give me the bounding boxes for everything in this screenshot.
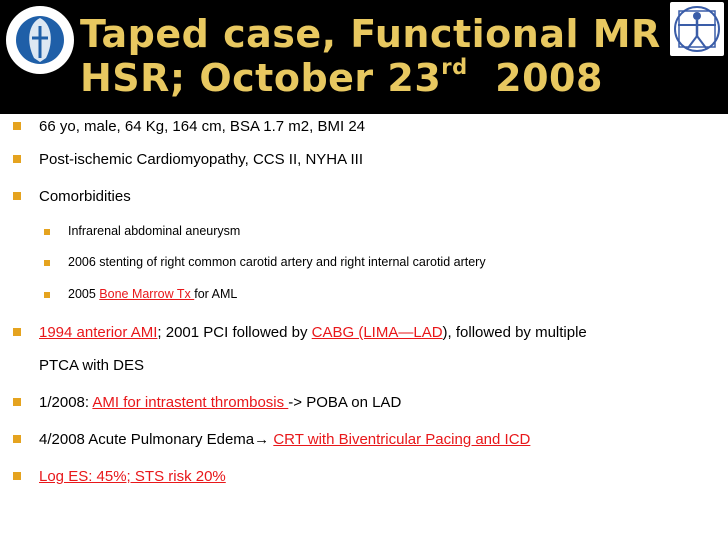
title-line-2-prefix: HSR; October 23 (80, 56, 442, 100)
bullet-cardiomyopathy: Post-ischemic Cardiomyopathy, CCS II, NYHA III (39, 151, 363, 168)
bullet-patient-data: 66 yo, male, 64 Kg, 164 cm, BSA 1.7 m2, BMI 24 (39, 118, 366, 135)
text-segment: ), followed by multiple (442, 324, 587, 341)
text-segment: -> POBA on LAD (288, 394, 402, 411)
sub-bullet-aneurysm: Infrarenal abdominal aneurysm (68, 224, 241, 238)
ami-1994-link[interactable]: 1994 anterior AMI (39, 324, 158, 341)
arrow-icon: → (254, 431, 270, 448)
text-segment: for AML (194, 287, 238, 301)
text-segment: 4/2008 Acute Pulmonary Edema (39, 431, 255, 448)
title-superscript: rd (441, 55, 468, 79)
bullet-marker (13, 155, 21, 163)
title-line-1: Taped case, Functional MR (80, 12, 661, 56)
department-logo (2, 2, 78, 78)
bullet-marker (13, 398, 21, 406)
intrastent-thrombosis-link[interactable]: AMI for intrastent thrombosis (92, 394, 289, 411)
cabg-link[interactable]: CABG (LIMA—LAD (311, 324, 443, 341)
sub-bullet-marker (44, 260, 50, 266)
bone-marrow-link[interactable]: Bone Marrow Tx (99, 287, 195, 301)
bullet-marker (13, 192, 21, 200)
bullet-comorbidities: Comorbidities (39, 188, 131, 205)
slide-title (80, 12, 661, 100)
bullet-history-continued: PTCA with DES (39, 357, 145, 374)
slide-header (0, 0, 728, 114)
sub-bullet-bone-marrow (68, 287, 237, 301)
bullet-marker (13, 435, 21, 443)
title-line-2-suffix: 2008 (467, 56, 603, 100)
risk-score-link[interactable]: Log ES: 45%; STS risk 20% (39, 468, 226, 485)
bullet-history (39, 324, 587, 341)
title-line-2 (80, 56, 661, 100)
bullet-marker (13, 472, 21, 480)
text-segment: 1/2008: (39, 394, 93, 411)
text-segment: ; 2001 PCI followed by (157, 324, 312, 341)
sub-bullet-marker (44, 229, 50, 235)
bullet-pulmonary-edema (39, 431, 530, 448)
bullet-marker (13, 328, 21, 336)
sub-bullet-stenting: 2006 stenting of right common carotid artery and right internal carotid artery (68, 255, 486, 269)
bullet-marker (13, 122, 21, 130)
crt-link[interactable]: CRT with Biventricular Pacing and ICD (273, 431, 531, 448)
sub-bullet-marker (44, 292, 50, 298)
vitruvian-man-logo (670, 2, 724, 56)
bullet-2008-ami (39, 394, 401, 411)
text-segment: 2005 (68, 287, 100, 301)
